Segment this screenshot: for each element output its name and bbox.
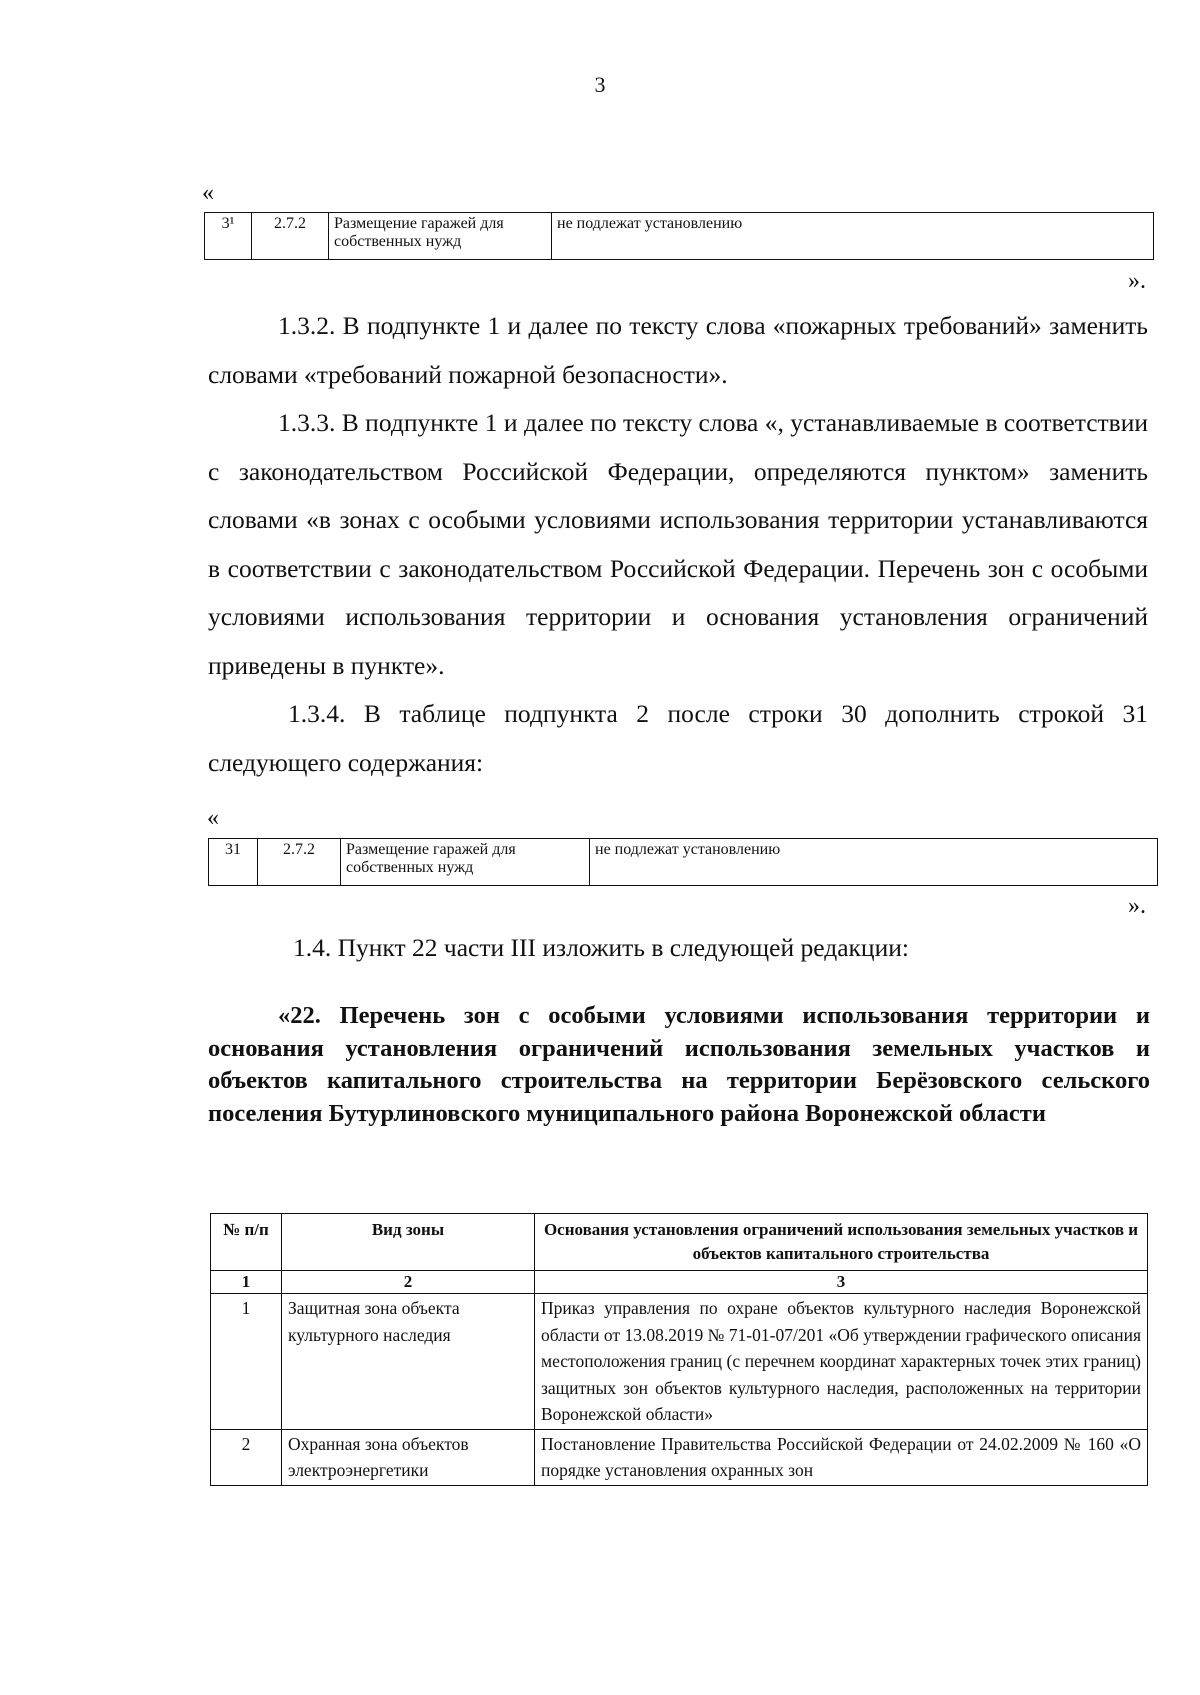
- zones-table: [210, 1213, 1148, 1486]
- opening-quote: «: [202, 180, 214, 206]
- column-header-number: № п/п: [211, 1214, 282, 1271]
- column-index-cell: 2: [282, 1271, 535, 1294]
- paragraph-1-3-4: 1.3.4. В таблице подпункта 2 после строки 30 дополнить строкой 31 следующего содержания:: [208, 699, 1148, 777]
- zone-type-cell: Защитная зона объекта культурного наследия: [282, 1294, 535, 1430]
- basis-cell: Приказ управления по охране объектов культурного наследия Воронежской области от 13.08.2019 № 71-01-07/201 «Об утверждении графического описания местоположения границ (с перечнем координат характерных точек этих границ) защитных зон объектов культурного наследия, расположенных на территории Воронежской области»: [535, 1294, 1148, 1430]
- table-row: [205, 213, 1154, 260]
- closing-quote: ».: [1128, 893, 1146, 919]
- column-header-zone-type: Вид зоны: [282, 1214, 535, 1271]
- insert-row-table-31: [208, 838, 1158, 886]
- table-row: [209, 839, 1158, 886]
- code-cell: 2.7.2: [252, 213, 329, 260]
- paragraph-1-3-3: 1.3.3. В подпункте 1 и далее по тексту слова «, устанавливаемые в соответствии с законодательством Российской Федерации, определяются пунктом» заменить словами «в зонах с особыми условиями использования территории устанавливаются в соответствии с законодательством Российской Федерации. Перечень зон с особыми условиями использования территории и основания установления ограничений приведены в пункте».: [208, 408, 1148, 680]
- row-number-cell: 3¹: [205, 213, 252, 260]
- section-22-heading: «22. Перечень зон с особыми условиями использования территории и основания установления ограничений использования земельных участков и объектов капитального строительства на территории Берёзовского сельского поселения Бутурлиновского муниципального района Воронежской области: [208, 1002, 1150, 1127]
- use-cell: Размещение гаражей для собственных нужд: [341, 839, 590, 886]
- row-number-cell: 31: [209, 839, 258, 886]
- row-number-cell: 1: [211, 1294, 282, 1430]
- use-cell: Размещение гаражей для собственных нужд: [329, 213, 552, 260]
- column-index-cell: 1: [211, 1271, 282, 1294]
- paragraph-1-4: 1.4. Пункт 22 части III изложить в следующей редакции:: [293, 933, 909, 962]
- parameters-cell: не подлежат установлению: [590, 839, 1158, 886]
- opening-quote: «: [207, 805, 219, 831]
- table-header-row: [211, 1214, 1148, 1271]
- code-cell: 2.7.2: [258, 839, 341, 886]
- parameters-cell: не подлежат установлению: [552, 213, 1154, 260]
- page-number: 3: [594, 72, 606, 97]
- table-row: [211, 1429, 1148, 1485]
- column-index-row: [211, 1271, 1148, 1294]
- zone-type-cell: Охранная зона объектов электроэнергетики: [282, 1429, 535, 1485]
- row-number-cell: 2: [211, 1429, 282, 1485]
- column-header-basis: Основания установления ограничений использования земельных участков и объектов капитального строительства: [535, 1214, 1148, 1271]
- basis-cell: Постановление Правительства Российской Федерации от 24.02.2009 № 160 «О порядке установления охранных зон: [535, 1429, 1148, 1485]
- closing-quote: ».: [1128, 268, 1146, 294]
- paragraph-1-3-2: 1.3.2. В подпункте 1 и далее по тексту слова «пожарных требований» заменить словами «требований пожарной безопасности».: [208, 311, 1148, 389]
- column-index-cell: 3: [535, 1271, 1148, 1294]
- table-row: [211, 1294, 1148, 1430]
- insert-row-table-3-1: [204, 212, 1154, 260]
